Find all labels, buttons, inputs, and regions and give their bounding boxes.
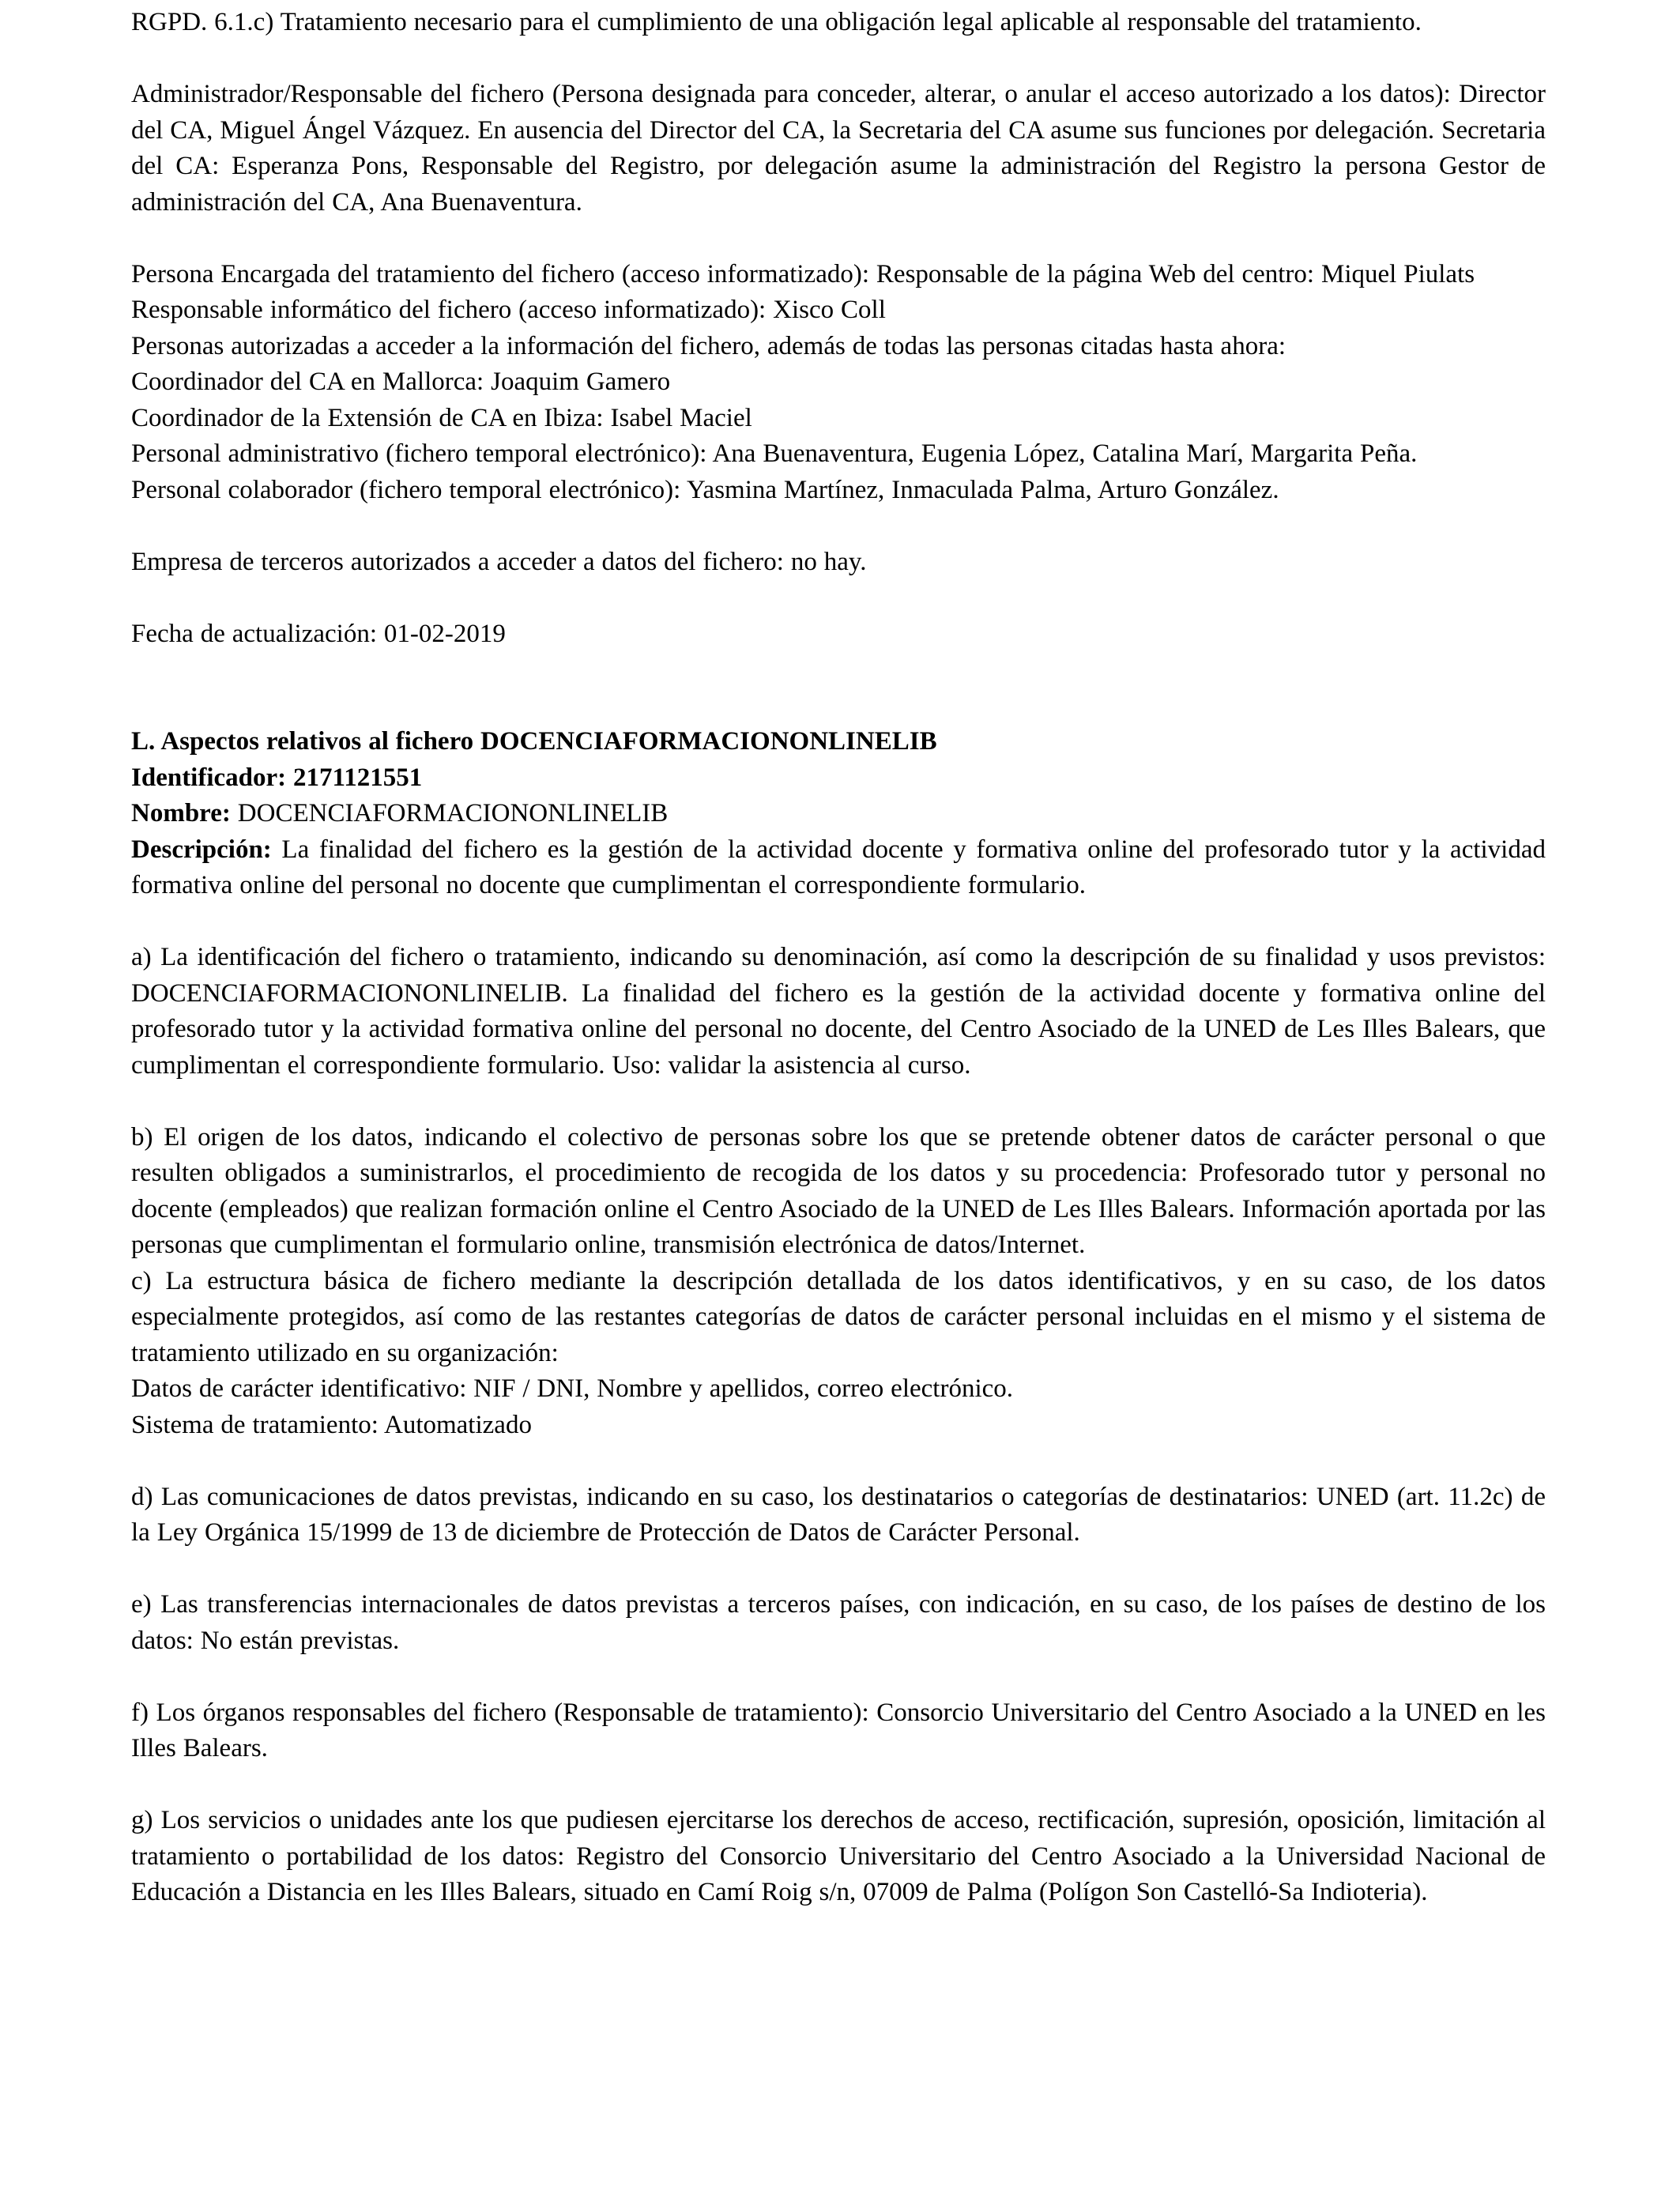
- apartado-f: [131, 1695, 1546, 1767]
- persona-encargada-text: Persona Encargada del tratamiento del fichero (acceso informatizado): Responsable de la página Web del centro: Miquel Piulats: [131, 259, 1475, 288]
- sistema-tratamiento: [131, 1408, 1546, 1444]
- intro-legal-basis: [131, 5, 1546, 41]
- identificador-label: Identificador: 2171121551: [131, 763, 423, 792]
- responsable-informatico-text: Responsable informático del fichero (acceso informatizado): Xisco Coll: [131, 296, 886, 324]
- personas-autorizadas-text: Personas autorizadas a acceder a la información del fichero, además de todas las personas citadas hasta ahora:: [131, 331, 1286, 360]
- intro-legal-basis-text: RGPD. 6.1.c) Tratamiento necesario para el cumplimiento de una obligación legal aplicable al responsable del tratamiento.: [131, 8, 1422, 36]
- personal-administrativo-text: Personal administrativo (fichero temporal electrónico): Ana Buenaventura, Eugenia López, Catalina Marí, Margarita Peña.: [131, 439, 1418, 468]
- empresa-terceros-text: Empresa de terceros autorizados a acceder a datos del fichero: no hay.: [131, 547, 867, 576]
- section-heading: [131, 724, 1546, 760]
- persona-encargada: [131, 257, 1546, 293]
- datos-identificativos-text: Datos de carácter identificativo: NIF / DNI, Nombre y apellidos, correo electrónico.: [131, 1374, 1014, 1403]
- identificador: [131, 760, 1546, 797]
- apartado-b-text: b) El origen de los datos, indicando el colectivo de personas sobre los que se pretende obtener datos de carácter personal o que resulten obligados a suministrarlos, el procedimiento de recogida de los datos y su procedencia: Profesorado tutor y personal no docente (empleados) que realizan formación online el Centro Asociado de la UNED de Les Illes Balears. Información aportada por las personas que cumplimentan el formulario online, transmisión electrónica de datos/Internet.: [131, 1122, 1546, 1259]
- apartado-f-text: f) Los órganos responsables del fichero (Responsable de tratamiento): Consorcio Universitario del Centro Asociado a la UNED en les Illes Balears.: [131, 1698, 1546, 1762]
- personal-colaborador-text: Personal colaborador (fichero temporal electrónico): Yasmina Martínez, Inmaculada Palma, Arturo González.: [131, 475, 1279, 504]
- personal-colaborador: [131, 473, 1546, 509]
- coordinador-ibiza: [131, 401, 1546, 437]
- descripcion-text: La finalidad del fichero es la gestión de la actividad docente y formativa online del profesorado tutor y la actividad formativa online del personal no docente que cumplimentan el correspondiente formulario.: [131, 835, 1546, 899]
- nombre: [131, 796, 1546, 832]
- apartado-c: [131, 1264, 1546, 1372]
- coordinador-mallorca-text: Coordinador del CA en Mallorca: Joaquim Gamero: [131, 368, 671, 396]
- sistema-tratamiento-text: Sistema de tratamiento: Automatizado: [131, 1410, 532, 1439]
- fecha-actualizacion: [131, 616, 1546, 653]
- apartado-a-text: a) La identificación del fichero o tratamiento, indicando su denominación, así como la descripción de su finalidad y usos previstos: DOCENCIAFORMACIONONLINELIB. La finalidad del fichero es la gestión de la actividad docente y formativa online del profesorado tutor y la actividad formativa online del personal no docente, del Centro Asociado de la UNED de Les Illes Balears, que cumplimentan el correspondiente formulario. Uso: validar la asistencia al curso.: [131, 943, 1546, 1080]
- fecha-actualizacion-text: Fecha de actualización: 01-02-2019: [131, 619, 506, 648]
- responsable-informatico: [131, 292, 1546, 329]
- descripcion-label: Descripción:: [131, 835, 282, 864]
- nombre-text: DOCENCIAFORMACIONONLINELIB: [237, 799, 669, 827]
- personal-administrativo: [131, 436, 1546, 473]
- administrador-responsable-text: Administrador/Responsable del fichero (Persona designada para conceder, alterar, o anular el acceso autorizado a los datos): Director del CA, Miguel Ángel Vázquez. En ausencia del Director del CA, la Secretaria del CA asume sus funciones por delegación. Secretaria del CA: Esperanza Pons, Responsable del Registro, por delegación asume la administración del Registro la persona Gestor de administración del CA, Ana Buenaventura.: [131, 80, 1546, 217]
- administrador-responsable: [131, 77, 1546, 221]
- empresa-terceros: [131, 545, 1546, 581]
- nombre-label: Nombre:: [131, 799, 238, 827]
- apartado-g: [131, 1803, 1546, 1911]
- apartado-d: [131, 1480, 1546, 1551]
- apartado-d-text: d) Las comunicaciones de datos previstas, indicando en su caso, los destinatarios o categorías de destinatarios: UNED (art. 11.2c) de la Ley Orgánica 15/1999 de 13 de diciembre de Protección de Datos de Carácter Personal.: [131, 1482, 1546, 1547]
- apartado-e: [131, 1587, 1546, 1659]
- coordinador-mallorca: [131, 364, 1546, 401]
- section-heading-label: L. Aspectos relativos al fichero DOCENCIAFORMACIONONLINELIB: [131, 727, 937, 756]
- datos-identificativos: [131, 1371, 1546, 1408]
- apartado-c-text: c) La estructura básica de fichero mediante la descripción detallada de los datos identificativos, y en su caso, de los datos especialmente protegidos, así como de las restantes categorías de datos de carácter personal incluidas en el mismo y el sistema de tratamiento utilizado en su organización:: [131, 1266, 1546, 1367]
- descripcion: [131, 832, 1546, 904]
- apartado-a: [131, 940, 1546, 1084]
- apartado-e-text: e) Las transferencias internacionales de datos previstas a terceros países, con indicación, en su caso, de los países de destino de los datos: No están previstas.: [131, 1590, 1546, 1655]
- coordinador-ibiza-text: Coordinador de la Extensión de CA en Ibiza: Isabel Maciel: [131, 403, 752, 432]
- personas-autorizadas: [131, 329, 1546, 365]
- apartado-g-text: g) Los servicios o unidades ante los que pudiesen ejercitarse los derechos de acceso, rectificación, supresión, oposición, limitación al tratamiento o portabilidad de los datos: Registro del Consorcio Universitario del Centro Asociado a la Universidad Nacional de Educación a Distancia en les Illes Balears, situado en Camí Roig s/n, 07009 de Palma (Polígon Son Castelló-Sa Indioteria).: [131, 1806, 1546, 1906]
- apartado-b: [131, 1120, 1546, 1264]
